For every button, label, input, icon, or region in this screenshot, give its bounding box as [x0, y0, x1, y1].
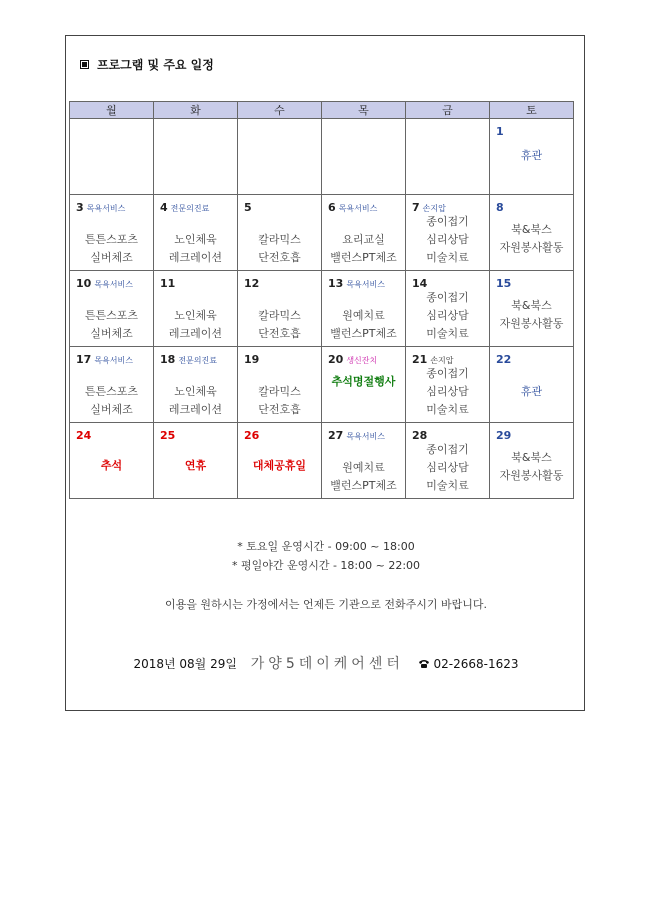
phone-number: 02-2668-1623: [433, 657, 519, 671]
calendar-cell-day-18: [154, 347, 238, 423]
section-heading-text: 프로그램 및 주요 일정: [97, 58, 214, 72]
calendar-cell-day-11: [154, 271, 238, 347]
activity: 심리상담: [426, 233, 469, 246]
calendar-cell-empty: [406, 119, 490, 195]
calendar-cell-empty: [322, 119, 406, 195]
day-tag: 목욕서비스: [86, 204, 126, 213]
day-number: 29: [496, 429, 512, 442]
activity: 자원봉사활동: [499, 317, 564, 330]
day-number: 11: [160, 277, 176, 290]
day-number: 1: [496, 125, 504, 138]
weekday-wed: 수: [238, 102, 322, 119]
activity: 휴관: [520, 385, 543, 398]
day-number: 7 손지압: [412, 201, 446, 214]
calendar-cell-day-3: [70, 195, 154, 271]
day-number: 24: [76, 429, 92, 442]
activity: 미술치료: [426, 327, 469, 340]
activity: 노인체육: [174, 309, 217, 322]
document-frame: [65, 35, 585, 711]
day-number: 28: [412, 429, 428, 442]
day-number: 15: [496, 277, 512, 290]
activity: 밸런스PT체조: [330, 479, 397, 492]
calendar-week-row: [70, 271, 574, 347]
activity: 자원봉사활동: [499, 241, 564, 254]
activity: 미술치료: [426, 479, 469, 492]
activity: 원예치료: [342, 461, 385, 474]
activity: 칼라믹스: [258, 309, 301, 322]
calendar-cell-day-26: [238, 423, 322, 499]
activity: 레크레이션: [168, 403, 223, 416]
day-number: 12: [244, 277, 260, 290]
footer: [66, 653, 586, 673]
calendar-cell-day-14: [406, 271, 490, 347]
activity: 북&북스: [511, 451, 552, 464]
day-number: 20 생신잔치: [328, 353, 378, 366]
phone-icon: [418, 659, 430, 669]
activity: 단전호흡: [258, 403, 301, 416]
activity: 종이접기: [426, 291, 469, 304]
activity: 단전호흡: [258, 251, 301, 264]
activity: 노인체육: [174, 385, 217, 398]
day-tag: 목욕서비스: [346, 280, 385, 289]
activity: 북&북스: [511, 223, 552, 236]
activity: 종이접기: [426, 367, 469, 380]
calendar-cell-day-19: [238, 347, 322, 423]
footer-phone: [418, 657, 519, 671]
day-number: 3 목욕서비스: [76, 201, 126, 214]
activity: 실버체조: [90, 403, 133, 416]
calendar-cell-day-1: [490, 119, 574, 195]
day-number: 14: [412, 277, 428, 290]
calendar-cell-empty: [70, 119, 154, 195]
calendar-week-row: [70, 347, 574, 423]
calendar-week-row: [70, 195, 574, 271]
day-number: 10 목욕서비스: [76, 277, 133, 290]
calendar-cell-day-27: [322, 423, 406, 499]
day-number: 22: [496, 353, 512, 366]
day-number: 17 목욕서비스: [76, 353, 133, 366]
activity: 추석: [100, 459, 123, 472]
weekday-night-hours-note: * 평일야간 운영시간 - 18:00 ~ 22:00: [231, 559, 421, 572]
calendar-cell-day-22: [490, 347, 574, 423]
weekday-mon: 월: [70, 102, 154, 119]
calendar-cell-day-4: [154, 195, 238, 271]
calendar-cell-empty: [238, 119, 322, 195]
day-tag: 전문의진료: [178, 356, 217, 365]
calendar-cell-day-24: [70, 423, 154, 499]
calendar-cell-day-17: [70, 347, 154, 423]
day-tag: 목욕서비스: [94, 356, 133, 365]
calendar-week-row: [70, 119, 574, 195]
activity: 종이접기: [426, 215, 469, 228]
activity: 칼라믹스: [258, 385, 301, 398]
calendar-cell-day-12: [238, 271, 322, 347]
calendar-table: [69, 101, 574, 499]
calendar-cell-day-6: [322, 195, 406, 271]
calendar-cell-day-8: [490, 195, 574, 271]
day-number: 21 손지압: [412, 353, 454, 366]
activity: 미술치료: [426, 251, 469, 264]
calendar-cell-day-25: [154, 423, 238, 499]
day-number: 25: [160, 429, 176, 442]
day-tag: 손지압: [430, 356, 454, 365]
weekday-fri: 금: [406, 102, 490, 119]
day-number: 27 목욕서비스: [328, 429, 385, 442]
day-tag: 손지압: [422, 204, 446, 213]
activity: 실버체조: [90, 327, 133, 340]
activity: 자원봉사활동: [499, 469, 564, 482]
footer-date: 2018년 08월 29일: [133, 657, 237, 671]
calendar-cell-day-5: [238, 195, 322, 271]
contact-message: 이용을 원하시는 가정에서는 언제든 기관으로 전화주시기 바랍니다.: [164, 598, 487, 611]
weekday-header-row: [70, 102, 574, 119]
activity: 심리상담: [426, 309, 469, 322]
weekday-sat: 토: [490, 102, 574, 119]
activity: 튼튼스포츠: [84, 385, 139, 398]
activity: 미술치료: [426, 403, 469, 416]
day-number: 13 목욕서비스: [328, 277, 385, 290]
day-number: 19: [244, 353, 260, 366]
day-number: 18 전문의진료: [160, 353, 217, 366]
activity: 요리교실: [342, 233, 385, 246]
activity: 추석명절행사: [331, 375, 396, 388]
day-number: 5: [244, 201, 252, 214]
day-number: 6 목욕서비스: [328, 201, 378, 214]
day-tag: 전문의진료: [170, 204, 210, 213]
calendar-cell-day-15: [490, 271, 574, 347]
activity: 밸런스PT체조: [330, 251, 397, 264]
activity: 원예치료: [342, 309, 385, 322]
saturday-hours-note: * 토요일 운영시간 - 09:00 ~ 18:00: [237, 540, 415, 553]
center-name: 가양5데이케어센터: [250, 656, 404, 672]
calendar-cell-day-10: [70, 271, 154, 347]
calendar-cell-day-21: [406, 347, 490, 423]
day-tag: 목욕서비스: [338, 204, 378, 213]
activity: 단전호흡: [258, 327, 301, 340]
calendar-cell-day-20: [322, 347, 406, 423]
activity: 밸런스PT체조: [330, 327, 397, 340]
activity: 칼라믹스: [258, 233, 301, 246]
calendar-cell-day-13: [322, 271, 406, 347]
weekday-thu: 목: [322, 102, 406, 119]
activity: 레크레이션: [168, 327, 223, 340]
calendar-cell-empty: [154, 119, 238, 195]
calendar-cell-day-29: [490, 423, 574, 499]
activity: 대체공휴일: [252, 459, 307, 472]
calendar-cell-day-28: [406, 423, 490, 499]
calendar-week-row: [70, 423, 574, 499]
day-tag: 목욕서비스: [346, 432, 385, 441]
day-number: 4 전문의진료: [160, 201, 210, 214]
activity: 심리상담: [426, 461, 469, 474]
day-number: 8: [496, 201, 504, 214]
activity: 심리상담: [426, 385, 469, 398]
day-number: 26: [244, 429, 260, 442]
activity: 노인체육: [174, 233, 217, 246]
weekday-tue: 화: [154, 102, 238, 119]
activity: 튼튼스포츠: [84, 233, 139, 246]
activity: 북&북스: [511, 299, 552, 312]
section-heading: [80, 56, 214, 73]
square-bullet-icon: [80, 60, 89, 69]
activity: 튼튼스포츠: [84, 309, 139, 322]
activity: 레크레이션: [168, 251, 223, 264]
activity: 종이접기: [426, 443, 469, 456]
activity: 연휴: [184, 459, 207, 472]
activity: 휴관: [520, 149, 543, 162]
activity: 실버체조: [90, 251, 133, 264]
day-tag: 목욕서비스: [94, 280, 133, 289]
day-tag: 생신잔치: [346, 356, 378, 365]
calendar-cell-day-7: [406, 195, 490, 271]
